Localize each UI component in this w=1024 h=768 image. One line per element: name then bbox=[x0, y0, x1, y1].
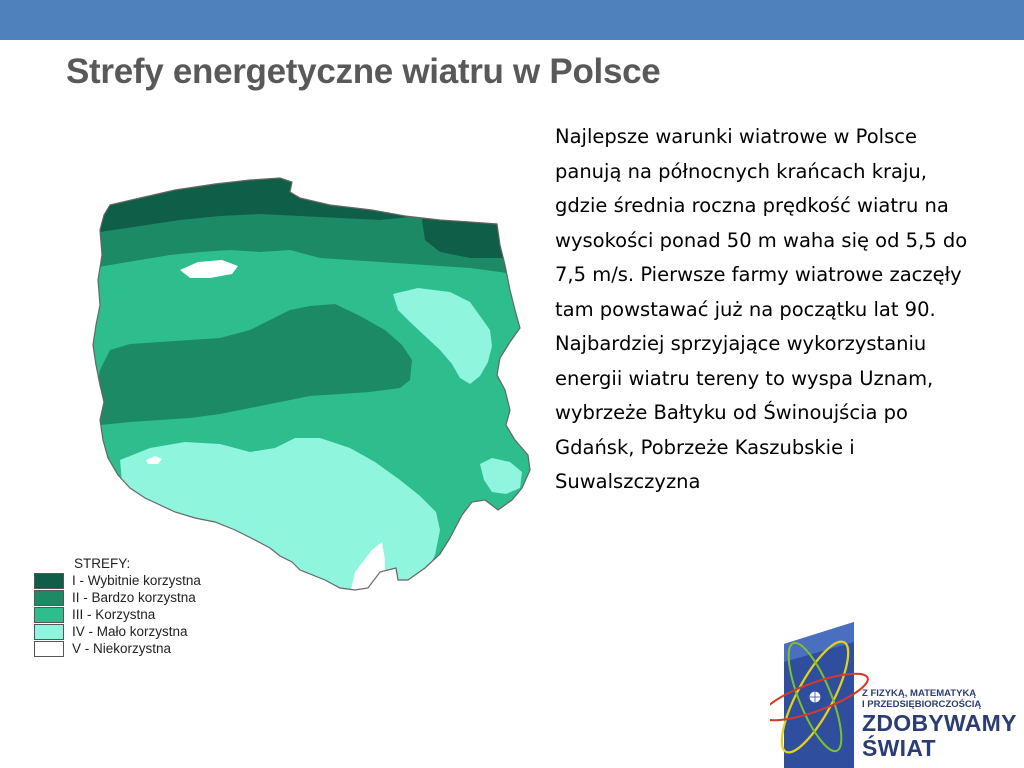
slide-title: Strefy energetyczne wiatru w Polsce bbox=[66, 52, 661, 91]
legend-label-zone-1: I - Wybitnie korzystna bbox=[72, 573, 201, 588]
legend-item-zone-2 bbox=[34, 589, 201, 606]
description-paragraph-2: Najbardziej sprzyjające wykorzystaniu energii wiatru tereny to wyspa Uznam, wybrzeże Bałtyku od Świnoujścia po Gdańsk, Pobrzeże Kaszubskie i Suwalszczyzna bbox=[555, 332, 934, 493]
legend-label-zone-4: IV - Mało korzystna bbox=[72, 624, 188, 639]
legend-swatch-zone-4 bbox=[34, 624, 64, 640]
legend-label-zone-2: II - Bardzo korzystna bbox=[72, 590, 196, 605]
legend-title: STREFY: bbox=[74, 556, 131, 571]
map-legend bbox=[34, 555, 201, 657]
legend-swatch-zone-5 bbox=[34, 641, 64, 657]
legend-item-zone-4 bbox=[34, 623, 201, 640]
legend-item-zone-5 bbox=[34, 640, 201, 657]
legend-swatch-zone-1 bbox=[34, 573, 64, 589]
legend-label-zone-3: III - Korzystna bbox=[72, 607, 156, 622]
legend-item-zone-1 bbox=[34, 572, 201, 589]
poland-wind-zones-map bbox=[0, 170, 540, 610]
project-logo bbox=[770, 622, 1024, 768]
description-paragraph-1: Najlepsze warunki wiatrowe w Polsce panują na północnych krańcach kraju, gdzie średnia roczna prędkość wiatru na wysokości ponad 50 m waha się od 5,5 do 7,5 m/s. Pierwsze farmy wiatrowe zaczęły tam powstawać już na początku lat 90. bbox=[555, 125, 968, 321]
logo-name-line-2: ŚWIAT bbox=[862, 735, 936, 761]
logo-tagline-line-2: I PRZEDSIĘBIORCZOŚCIĄ bbox=[862, 699, 982, 710]
logo-tagline-line-1: Z FIZYKĄ, MATEMATYKĄ bbox=[862, 688, 977, 699]
legend-swatch-zone-3 bbox=[34, 607, 64, 623]
legend-label-zone-5: V - Niekorzystna bbox=[72, 641, 172, 656]
logo-name-line-1: ZDOBYWAMY bbox=[862, 710, 1017, 736]
legend-swatch-zone-2 bbox=[34, 590, 64, 606]
legend-item-zone-3 bbox=[34, 606, 201, 623]
top-accent-bar bbox=[0, 0, 1024, 40]
description-text bbox=[555, 120, 985, 500]
